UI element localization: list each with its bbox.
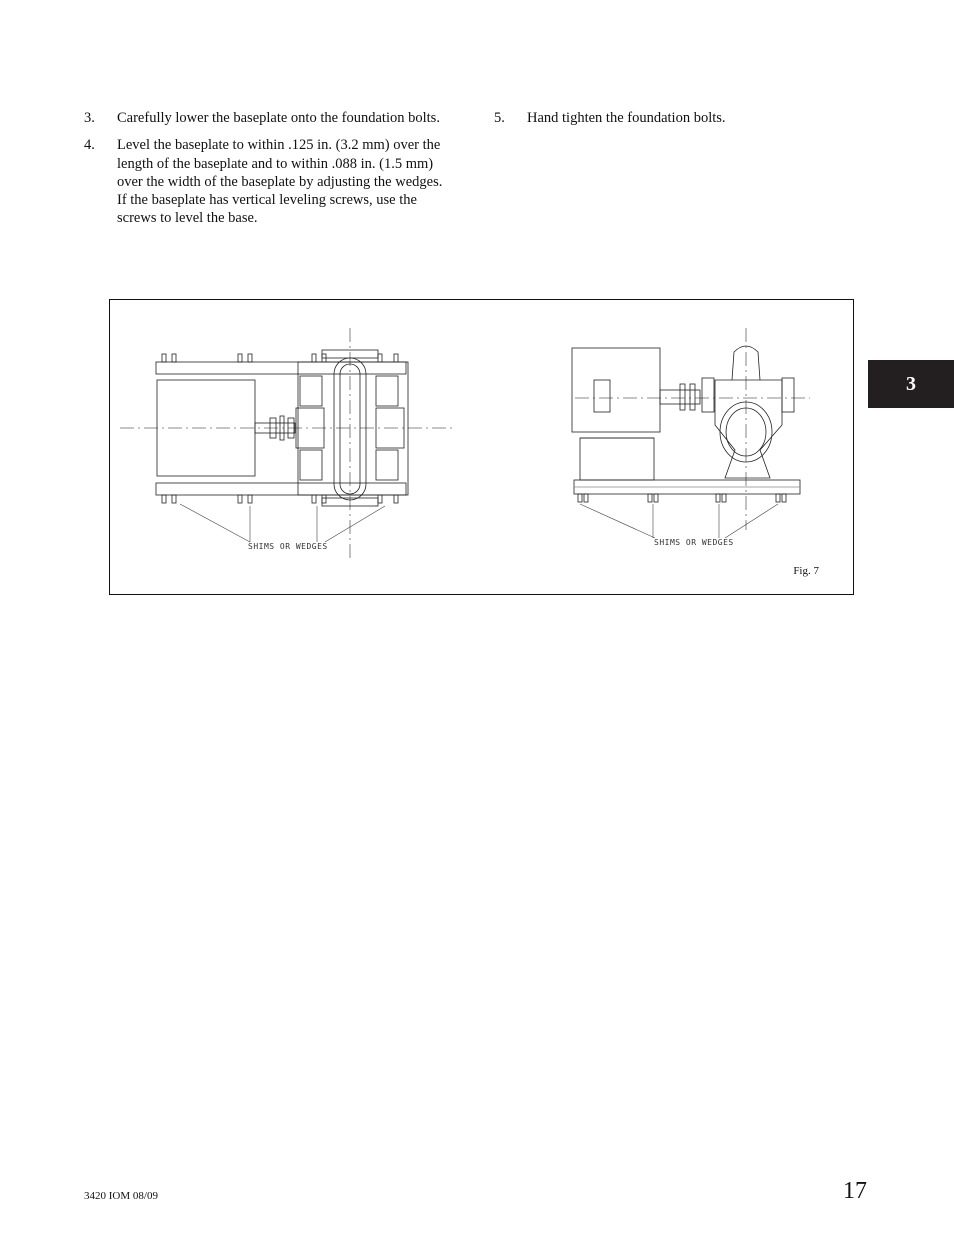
step-text: Carefully lower the baseplate onto the foundation bolts. xyxy=(117,110,440,126)
side-view-drawing xyxy=(572,328,810,538)
step-number: 3. xyxy=(84,110,95,126)
figure-7 xyxy=(109,299,854,595)
step-number: 4. xyxy=(84,137,95,154)
step-3 xyxy=(84,109,454,127)
step-number: 5. xyxy=(494,110,505,126)
page-number: 17 xyxy=(843,1178,867,1204)
section-tab: 3 xyxy=(868,360,954,408)
footer-doc-id: 3420 IOM 08/09 xyxy=(84,1190,158,1202)
step-4 xyxy=(84,136,454,227)
right-column xyxy=(494,109,834,136)
step-text: Level the baseplate to within .125 in. (3.2 mm) over the length of the baseplate and to within .088 in. (1.5 mm) over the width of the baseplate by adjusting the wedges. If the baseplate has vertical leveling screws, use the screws to level the base. xyxy=(117,137,443,227)
step-5 xyxy=(494,109,834,127)
pump-baseplate-drawing xyxy=(110,300,855,596)
top-view-drawing xyxy=(120,328,455,562)
left-column xyxy=(84,109,454,237)
side-view-label: SHIMS OR WEDGES xyxy=(654,538,734,547)
figure-caption: Fig. 7 xyxy=(793,565,819,577)
top-view-label: SHIMS OR WEDGES xyxy=(248,542,328,551)
step-text: Hand tighten the foundation bolts. xyxy=(527,110,726,126)
